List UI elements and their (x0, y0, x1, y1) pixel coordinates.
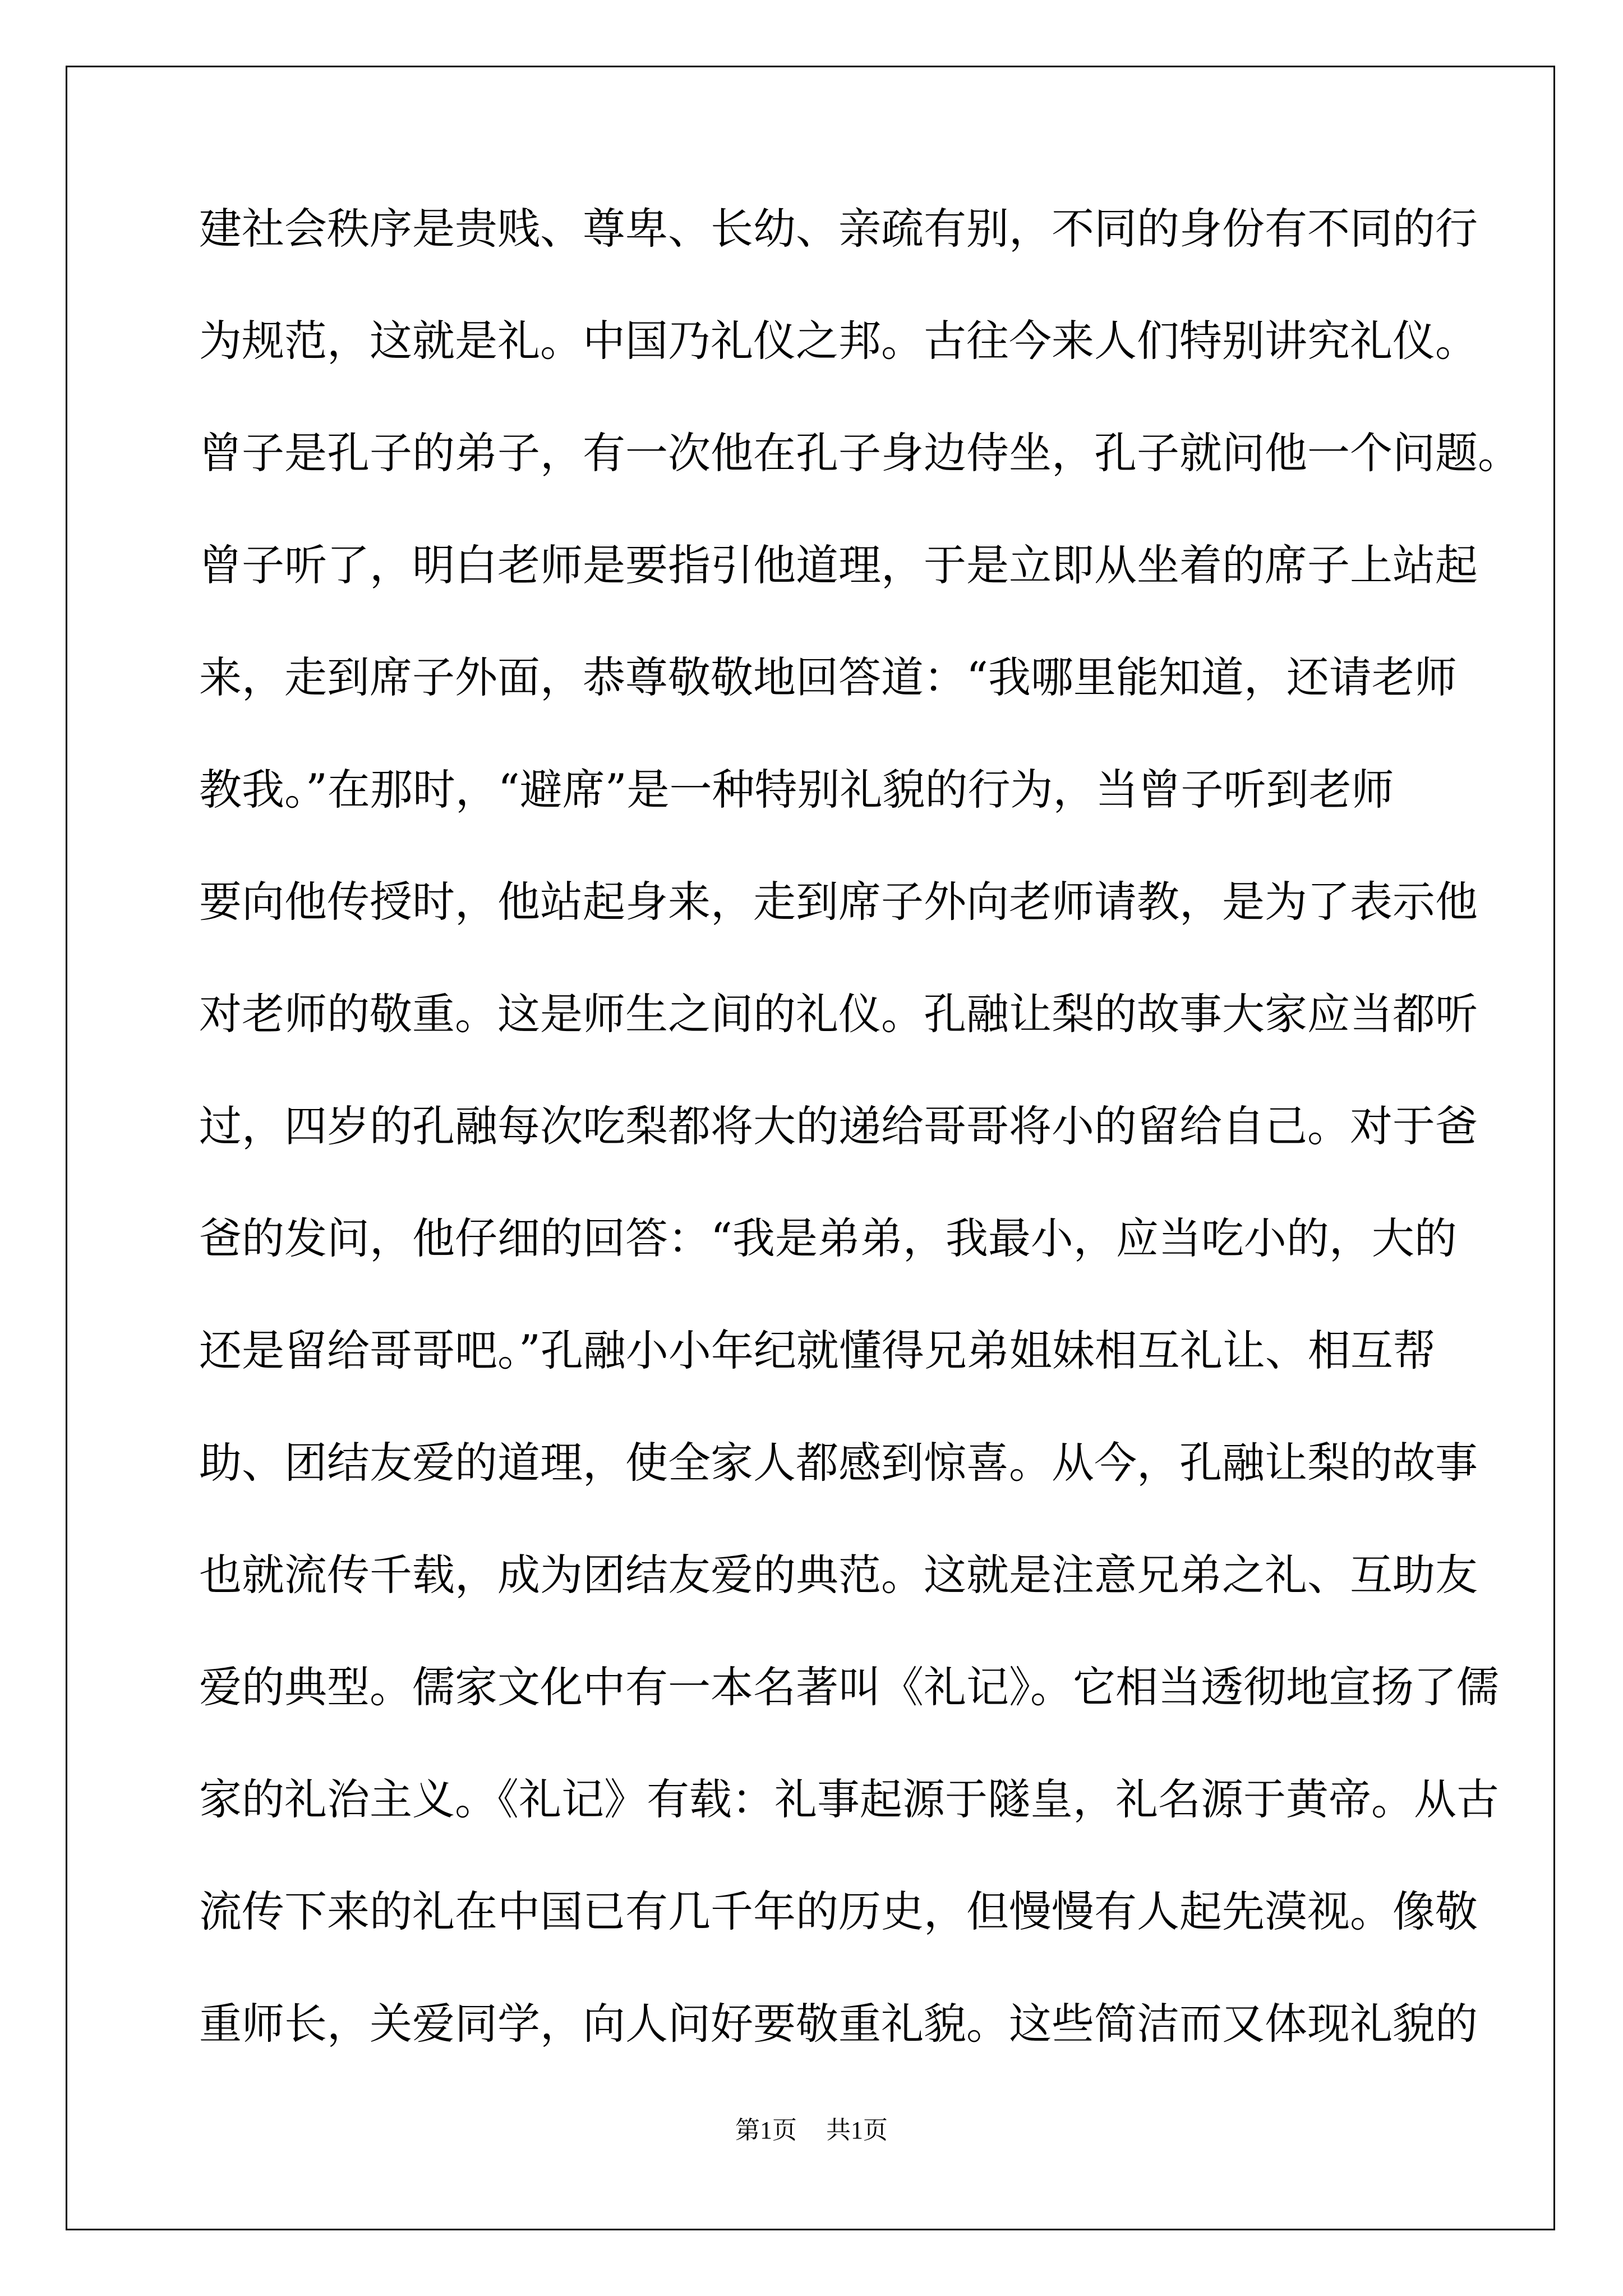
text-line: 也就流传千载，成为团结友爱的典范。这就是注意兄弟之礼、互助友 (199, 1550, 1478, 1600)
text-line: 建社会秩序是贵贱、尊卑、长幼、亲疏有别，不同的身份有不同的行 (199, 204, 1478, 254)
text-line: 曾子听了，明白老师是要指引他道理，于是立即从坐着的席子上站起 (199, 540, 1478, 590)
page-total: 共1页 (826, 2116, 888, 2144)
text-line: 来，走到席子外面，恭尊敬敬地回答道：“我哪里能知道，还请老师 (199, 652, 1457, 702)
text-line: 重师长，关爱同学，向人问好要敬重礼貌。这些简洁而又体现礼貌的 (199, 1999, 1478, 2049)
text-line: 曾子是孔子的弟子，有一次他在孔子身边侍坐，孔子就问他一个问题。 (199, 428, 1520, 478)
text-line: 对老师的敬重。这是师生之间的礼仪。孔融让梨的故事大家应当都听 (199, 989, 1478, 1039)
text-line: 爸的发问，他仔细的回答：“我是弟弟，我最小，应当吃小的，大的 (199, 1213, 1457, 1263)
text-line: 教我。”在那时，“避席”是一种特别礼貌的行为，当曾子听到老师 (199, 765, 1394, 815)
text-line: 流传下来的礼在中国已有几千年的历史，但慢慢有人起先漠视。像敬 (199, 1887, 1478, 1936)
text-line: 要向他传授时，他站起身来，走到席子外向老师请教，是为了表示他 (199, 877, 1478, 927)
text-line: 家的礼治主义。《礼记》有载：礼事起源于隧皇，礼名源于黄帝。从古 (199, 1774, 1499, 1824)
text-line: 还是留给哥哥吧。”孔融小小年纪就懂得兄弟姐妹相互礼让、相互帮 (199, 1326, 1436, 1375)
page-number: 第1页 (735, 2116, 797, 2144)
text-line: 爱的典型。儒家文化中有一本名著叫《礼记》。它相当透彻地宣扬了儒 (199, 1662, 1499, 1712)
text-line: 助、团结友爱的道理，使全家人都感到惊喜。从今，孔融让梨的故事 (199, 1438, 1478, 1488)
page-footer (0, 2116, 1623, 2145)
body-text (199, 204, 1520, 2115)
text-line: 为规范，这就是礼。中国乃礼仪之邦。古往今来人们特别讲究礼仪。 (199, 316, 1478, 366)
text-line: 过，四岁的孔融每次吃梨都将大的递给哥哥将小的留给自己。对于爸 (199, 1101, 1478, 1151)
